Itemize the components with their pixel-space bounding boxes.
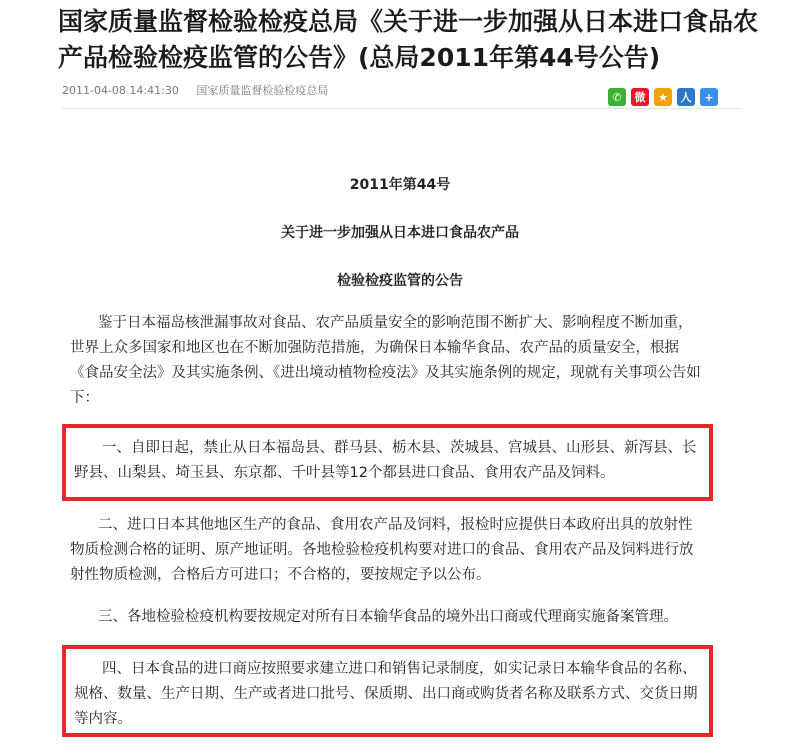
article-source[interactable]: 国家质量监督检验检疫总局 [196, 84, 329, 97]
article-meta [62, 82, 342, 98]
wechat-share-icon[interactable]: ✆ [608, 88, 626, 106]
renren-share-icon[interactable]: 人 [677, 88, 695, 106]
divider [62, 108, 742, 109]
intro-paragraph: 鉴于日本福岛核泄漏事故对食品、农产品质量安全的影响范围不断扩大、影响程度不断加重，世界上众多国家和地区也在不断加强防范措施，为确保日本输华食品、农产品的质量安全，根据《食品安全法》及其实施条例、《进出境动植物检疫法》及其实施条例的规定，现就有关事项公告如下： [70, 315, 701, 406]
item2-paragraph: 二、进口日本其他地区生产的食品、食用农产品及饲料，报检时应提供日本政府出具的放射性物质检测合格的证明、原产地证明。各地检验检疫机构要对进口的食品、食用农产品及饲料进行放射性物质检测，合格后方可进口；不合格的，要按规定予以公布。 [70, 517, 694, 583]
highlight-box-item1 [62, 424, 713, 501]
weibo-share-icon[interactable]: 微 [631, 88, 649, 106]
article-title: 国家质量监督检验检疫总局《关于进一步加强从日本进口食品农产品检验检疫监管的公告》(总局2011年第44号公告) [58, 7, 759, 72]
more-share-icon[interactable]: + [700, 88, 718, 106]
doc-number: 2011年第44号 [349, 177, 451, 193]
highlight-box-item4 [62, 645, 713, 737]
doc-heading-line1: 关于进一步加强从日本进口食品农产品 [281, 225, 519, 241]
share-toolbar [608, 88, 718, 106]
item1-paragraph: 一、自即日起，禁止从日本福岛县、群马县、栃木县、茨城县、宫城县、山形县、新泻县、长野县、山梨县、埼玉县、东京都、千叶县等12个都县进口食品、食用农产品及饲料。 [74, 440, 697, 481]
doc-heading-line2: 检验检疫监管的公告 [337, 273, 463, 289]
publish-datetime: 2011-04-08 14:41:30 [62, 84, 179, 97]
item4-paragraph: 四、日本食品的进口商应按照要求建立进口和销售记录制度，如实记录日本输华食品的名称、规格、数量、生产日期、生产或者进口批号、保质期、出口商或购货者名称及联系方式、交货日期等内容。 [74, 661, 698, 727]
item3-paragraph: 三、各地检验检疫机构要按规定对所有日本输华食品的境外出口商或代理商实施备案管理。 [98, 609, 678, 625]
qzone-share-icon[interactable]: ★ [654, 88, 672, 106]
